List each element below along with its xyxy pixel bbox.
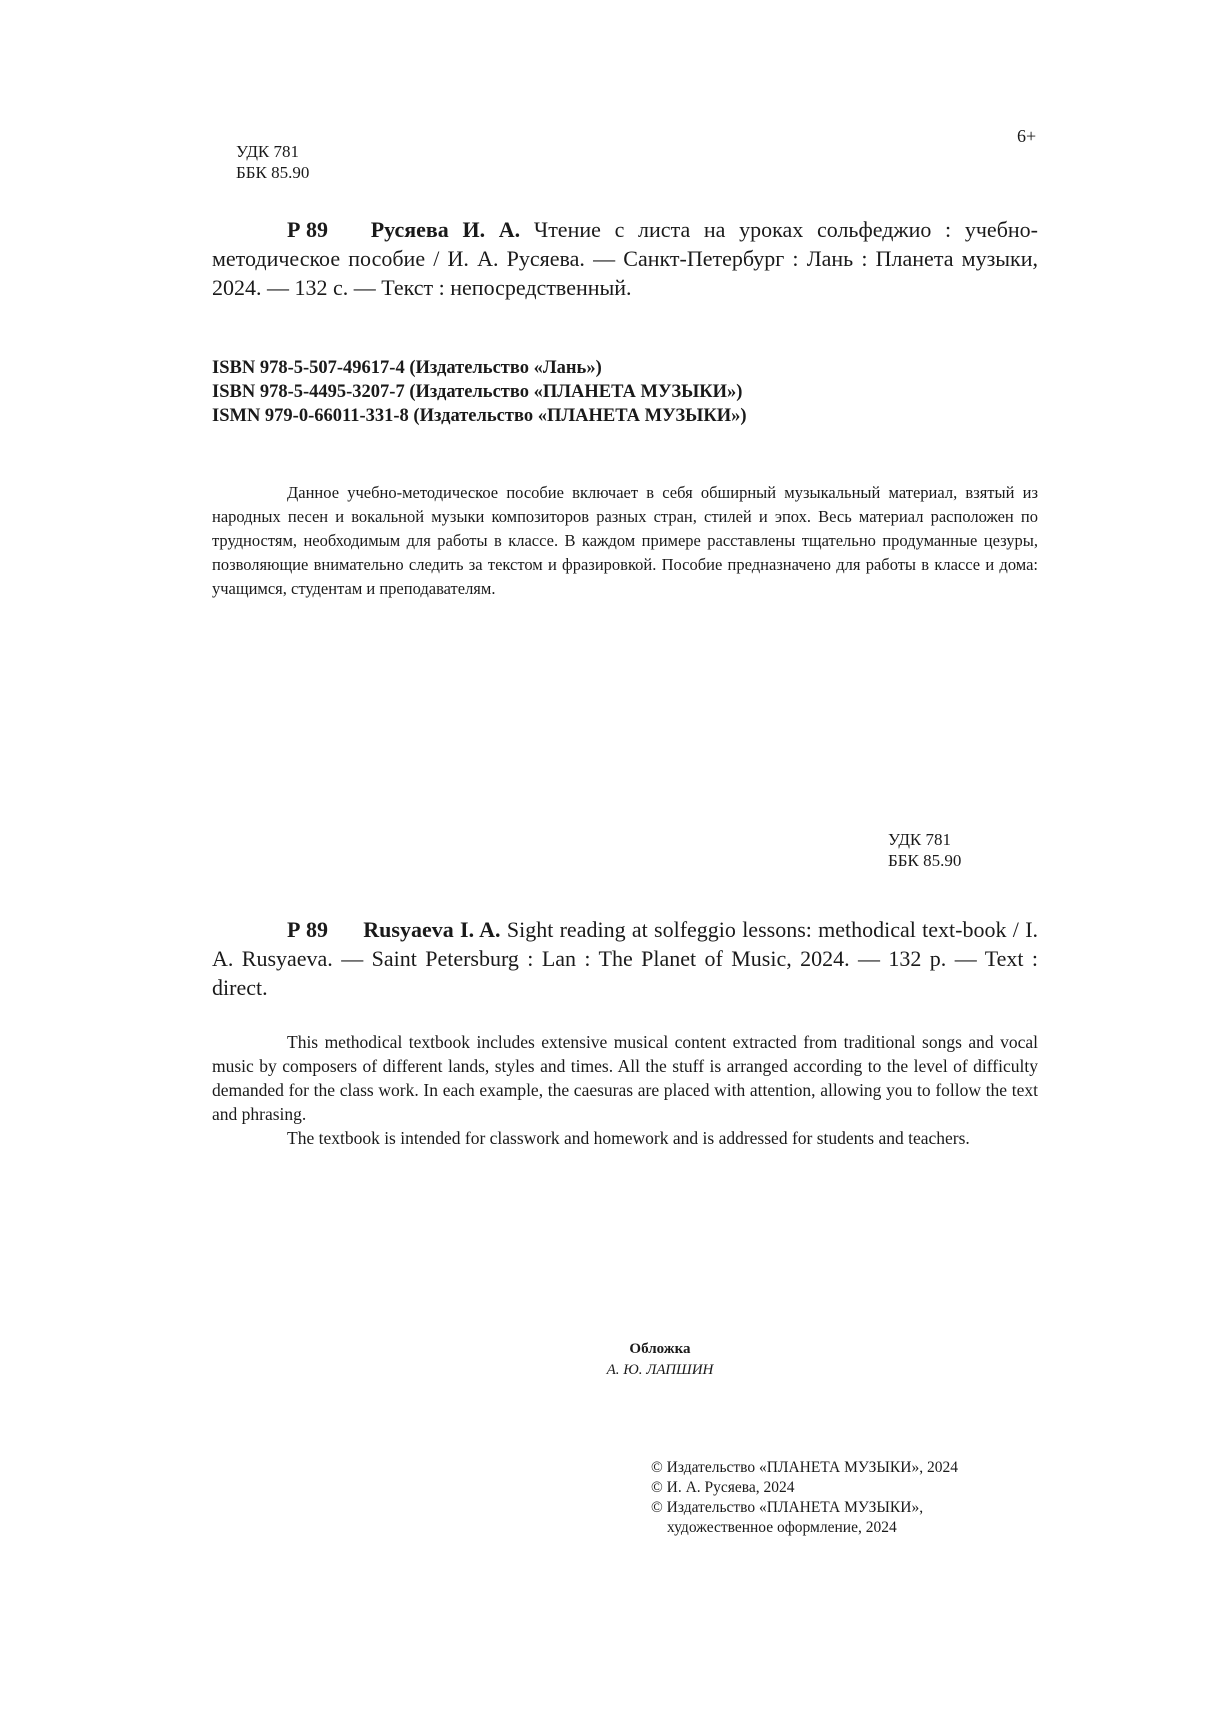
author-name: Русяева И. А. <box>370 217 521 242</box>
bbk-code: ББК 85.90 <box>236 163 310 182</box>
entry-text: Sight reading at solfeggio lessons: methodical text-book / I. A. Rusyaeva. — Saint Petersburg : Lan : The Planet of Music, 2024. — 132 p. — Text : direct. <box>212 917 1039 1000</box>
cover-artist: А. Ю. ЛАПШИН <box>606 1362 714 1378</box>
bbk-code: ББК 85.90 <box>888 851 962 870</box>
ismn-planeta: ISMN 979-0-66011-331-8 (Издательство «ПЛАНЕТА МУЗЫКИ») <box>212 406 747 426</box>
author-mark: Р 89 <box>287 917 328 942</box>
udk-code: УДК 781 <box>888 830 952 849</box>
cover-credit <box>540 1339 780 1381</box>
copyright-block <box>651 1458 958 1538</box>
copyright-line: © Издательство «ПЛАНЕТА МУЗЫКИ», 2024 <box>651 1459 958 1476</box>
isbn-list <box>212 356 747 428</box>
abstract-en <box>212 1030 1038 1150</box>
classification-en <box>888 829 961 871</box>
isbn-planeta: ISBN 978-5-4495-3207-7 (Издательство «ПЛАНЕТА МУЗЫКИ») <box>212 382 743 402</box>
isbn-lan: ISBN 978-5-507-49617-4 (Издательство «Лань») <box>212 358 602 378</box>
copyright-line: © Издательство «ПЛАНЕТА МУЗЫКИ», <box>651 1499 924 1516</box>
abstract-ru <box>212 481 1038 601</box>
bibliographic-entry-en <box>212 915 1038 1002</box>
cover-label: Обложка <box>629 1341 691 1357</box>
abstract-paragraph: The textbook is intended for classwork and homework and is addressed for students and teachers. <box>287 1128 970 1148</box>
age-rating: 6+ <box>1017 126 1037 146</box>
classification-ru <box>236 141 309 183</box>
bibliographic-entry-ru <box>212 215 1038 302</box>
abstract-paragraph: This methodical textbook includes extensive musical content extracted from traditional songs and vocal music by composers of different lands, styles and times. All the stuff is arranged according to the level of difficulty demanded for the class work. In each example, the caesuras are placed with attention, allowing you to follow the text and phrasing. <box>212 1032 1038 1124</box>
entry-text: Чтение с листа на уроках сольфеджио : учебно-методическое пособие / И. А. Русяева. — Санкт-Петербург : Лань : Планета музыки, 2024. — 132 с. — Текст : непосредственный. <box>212 217 1038 300</box>
author-name: Rusyaeva I. A. <box>363 917 501 942</box>
author-mark: Р 89 <box>287 217 328 242</box>
udk-code: УДК 781 <box>236 142 300 161</box>
copyright-line: художественное оформление, 2024 <box>667 1519 897 1536</box>
copyright-line: © И. А. Русяева, 2024 <box>651 1479 795 1496</box>
abstract-paragraph: Данное учебно-методическое пособие включает в себя обширный музыкальный материал, взятый из народных песен и вокальной музыки композиторов разных стран, стилей и эпох. Весь материал расположен по трудностям, необходимым для работы в классе. В каждом примере расставлены тщательно продуманные цезуры, позволяющие внимательно следить за текстом и фразировкой. Пособие предназначено для работы в классе и дома: учащимся, студентам и преподавателям. <box>212 483 1038 598</box>
